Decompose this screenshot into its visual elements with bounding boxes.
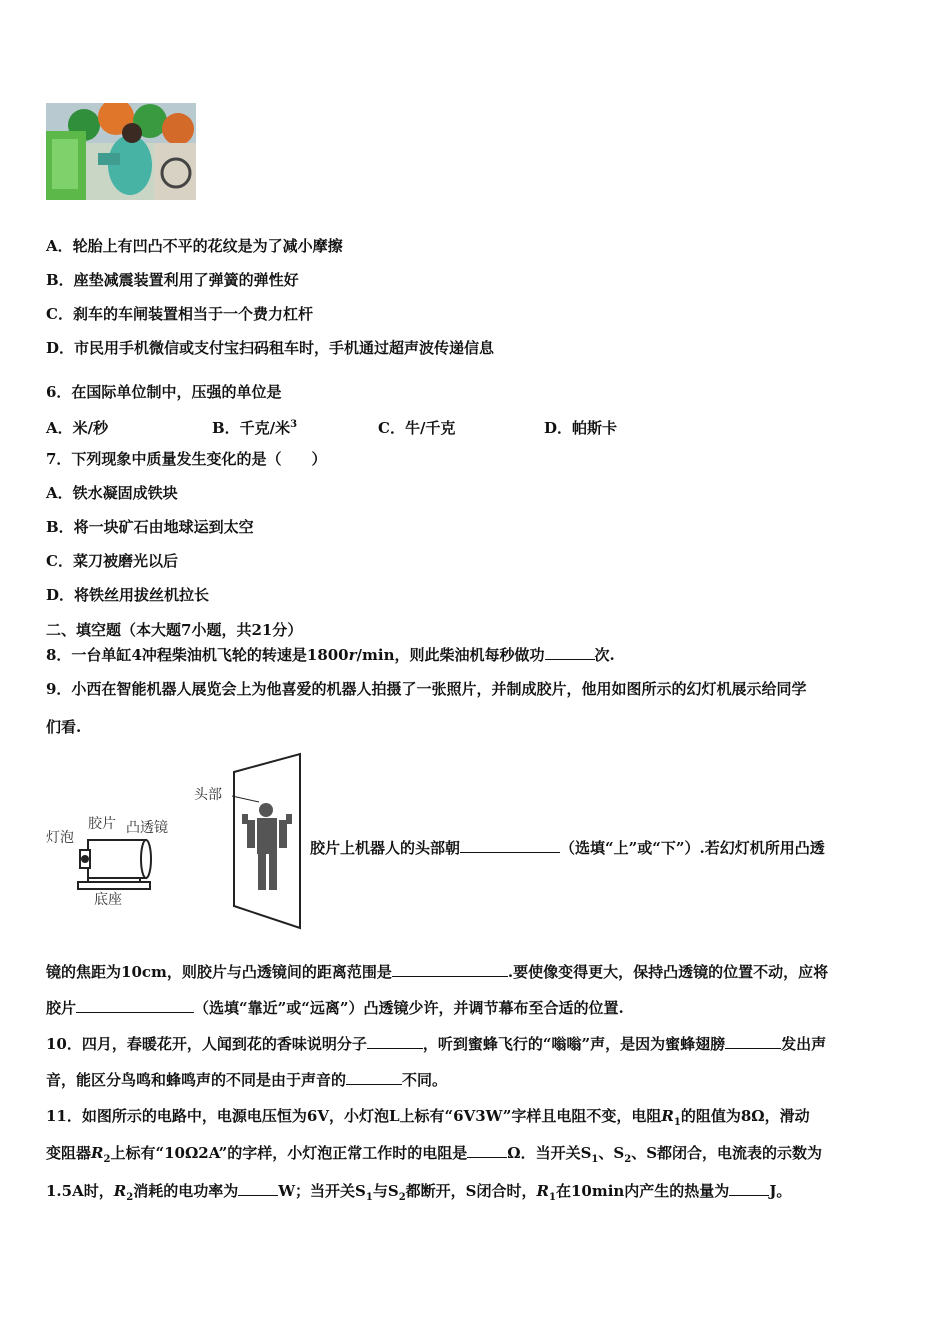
q7-option-b: B．将一块矿石由地球运到太空 bbox=[46, 518, 254, 536]
q9-line2: 们看. bbox=[46, 718, 82, 736]
q7-stem: 7．下列现象中质量发生变化的是（ ） bbox=[46, 450, 327, 468]
label-head: 头部 bbox=[194, 787, 222, 803]
q10-line2: 音，能区分鸟鸣和蜂鸣声的不同是由于声音的 不同。 bbox=[46, 1071, 448, 1089]
q11-line3: 1.5A时，$R_2$消耗的电功率为 W；当开关$S_1$与$S_2$都断开，S闭合时，$R_1$在10min内产生的热量为 J。 bbox=[46, 1182, 792, 1203]
section-2-heading: 二、填空题（本大题7小题，共21分） bbox=[46, 621, 303, 639]
label-film: 胶片 bbox=[88, 816, 116, 832]
q10-line1: 10．四月，春暖花开，人闻到花的香味说明分子 ，听到蜜蜂飞行的“嗡嗡”声，是因为蜜蜂翅膀 发出声 bbox=[46, 1035, 827, 1053]
q6-stem: 6．在国际单位制中，压强的单位是 bbox=[46, 383, 282, 401]
q7-option-c: C．菜刀被磨光以后 bbox=[46, 552, 178, 570]
q9-line3: 镜的焦距为10cm，则胶片与凸透镜间的距离范围是 .要使像变得更大，保持凸透镜的位置不动，应将 bbox=[46, 963, 829, 981]
q6-option-a: A．米/秒 bbox=[46, 419, 109, 437]
q6-options bbox=[46, 415, 617, 438]
q6-option-d: D．帕斯卡 bbox=[544, 419, 618, 437]
label-bulb: 灯泡 bbox=[46, 830, 74, 846]
bike-share-photo bbox=[46, 103, 196, 200]
projector-diagram bbox=[44, 752, 306, 940]
q5-option-c: C．刹车的车闸装置相当于一个费力杠杆 bbox=[46, 305, 313, 323]
q9-line4: 胶片 （选填“靠近”或“远离”）凸透镜少许，并调节幕布至合适的位置. bbox=[46, 999, 624, 1017]
q5-option-b: B．座垫减震装置利用了弹簧的弹性好 bbox=[46, 271, 299, 289]
q6-option-b: B．千克/米$^3$ bbox=[212, 419, 298, 437]
q11-line2: 变阻器$R_2$上标有“10Ω2A”的字样，小灯泡正常工作时的电阻是 Ω．当开关$S_1$、$S_2$、S都闭合，电流表的示数为 bbox=[46, 1144, 823, 1165]
q8: 8．一台单缸4冲程柴油机飞轮的转速是1800r/min，则此柴油机每秒做功 次. bbox=[46, 646, 615, 664]
q5-option-a: A．轮胎上有凹凸不平的花纹是为了减小摩擦 bbox=[46, 237, 343, 255]
q9-line1: 9．小西在智能机器人展览会上为他喜爱的机器人拍摄了一张照片，并制成胶片，他用如图所示的幻灯机展示给同学 bbox=[46, 680, 807, 698]
q9-side-text: 胶片上机器人的头部朝 （选填“上”或“下”）.若幻灯机所用凸透 bbox=[310, 839, 825, 857]
q5-option-d: D．市民用手机微信或支付宝扫码租车时，手机通过超声波传递信息 bbox=[46, 339, 495, 357]
label-base: 底座 bbox=[94, 892, 122, 908]
q6-option-c: C．牛/千克 bbox=[378, 419, 456, 437]
q7-option-d: D．将铁丝用拔丝机拉长 bbox=[46, 586, 210, 604]
q7-option-a: A．铁水凝固成铁块 bbox=[46, 484, 178, 502]
q11-line1: 11．如图所示的电路中，电源电压恒为6V，小灯泡L上标有“6V3W”字样且电阻不变，电阻$R_1$的阻值为8Ω，滑动 bbox=[46, 1107, 810, 1128]
label-lens: 凸透镜 bbox=[126, 820, 168, 836]
